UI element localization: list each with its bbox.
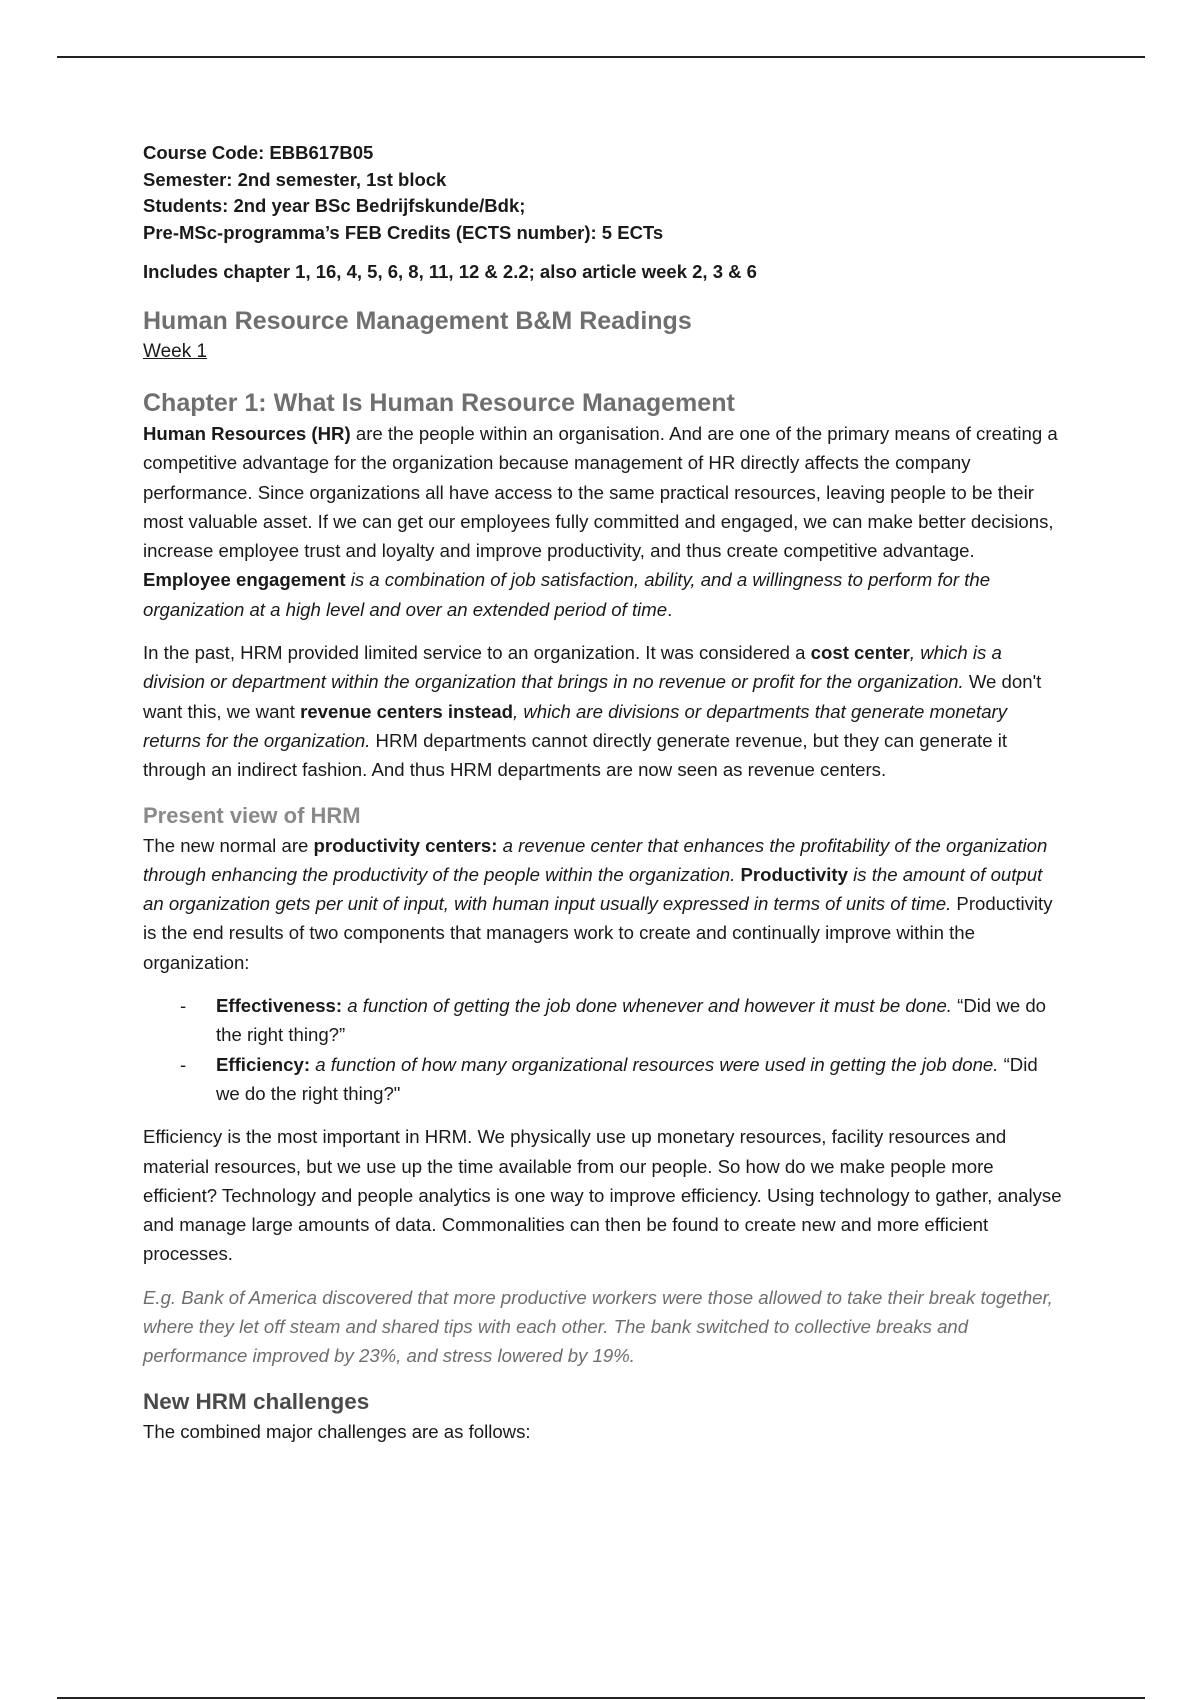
chapter-heading: Chapter 1: What Is Human Resource Management (143, 389, 735, 417)
paragraph-productivity (143, 831, 1063, 977)
term-efficiency: Efficiency: (216, 1053, 311, 1075)
text-span: “Did we do the right thing?” (216, 995, 1047, 1046)
list-item (143, 991, 1063, 1050)
text-span: . (667, 598, 673, 620)
term-employee-engagement: Employee engagement (143, 569, 346, 591)
course-meta (143, 140, 1063, 246)
paragraph-efficiency: Efficiency is the most important in HRM. We physically use up monetary resources, facility resources and material resources, but we use up the time available from our people. So how do we make people more efficient? Technology and people analytics is one way to improve efficiency. Using technology to gather, analyse and manage large amounts of data. Commonalities can then be found to create new and more efficient processes. (143, 1126, 1062, 1265)
list-item (143, 1050, 1063, 1109)
section-heading-present-view: Present view of HRM (143, 802, 361, 828)
paragraph-challenges-intro: The combined major challenges are as follows: (143, 1420, 531, 1442)
includes-line: Includes chapter 1, 16, 4, 5, 6, 8, 11, 12 & 2.2; also article week 2, 3 & 6 (143, 261, 757, 282)
header-rule (57, 56, 1145, 58)
definition-effectiveness: a function of getting the job done whenever and however it must be done. (342, 995, 952, 1017)
definition-efficiency: a function of how many organizational resources were used in getting the job done. (310, 1053, 999, 1075)
document-page (143, 140, 1063, 1446)
term-cost-center: cost center (810, 642, 910, 664)
bullet-list (143, 991, 1063, 1108)
text-span: HRM departments cannot directly generate revenue, but they can generate it through an indirect fashion. And thus HRM departments are now seen as revenue centers. (143, 729, 1008, 781)
term-hr: Human Resources (HR) (143, 423, 351, 444)
document-title: Human Resource Management B&M Readings (143, 307, 692, 335)
definition-employee-engagement: is a combination of job satisfaction, ability, and a willingness to perform for the organization at a high level and over an extended period of time (143, 569, 991, 620)
footer-rule (57, 1697, 1145, 1699)
text-span: Productivity is the end results of two components that managers work to create and continually improve within the organization: (143, 893, 1053, 973)
example-bank-of-america: E.g. Bank of America discovered that more productive workers were those allowed to take their break together, where they let off steam and shared tips with each other. The bank switched to collective breaks and performance improved by 23%, and stress lowered by 19%. (143, 1286, 1053, 1367)
term-effectiveness: Effectiveness: (216, 995, 343, 1017)
text-span: are the people within an organisation. And are one of the primary means of creating a competitive advantage for the organization because management of HR directly affects the company performance. Since organizations all have access to the same practical resources, leaving people to be their most valuable asset. If we can get our employees fully committed and engaged, we can make better decisions, increase employee trust and loyalty and improve productivity, and thus create competitive advantage. (143, 423, 1058, 562)
credits: Pre-MSc-programma’s FEB Credits (ECTS number): 5 ECTs (143, 221, 664, 243)
semester: Semester: 2nd semester, 1st block (143, 168, 447, 190)
term-revenue-centers: revenue centers instead (300, 700, 513, 722)
text-span: The new normal are (143, 834, 314, 856)
text-span: In the past, HRM provided limited service to an organization. It was considered a (143, 642, 811, 664)
week-label: Week 1 (143, 341, 208, 362)
definition-productivity-centers: a revenue center that enhances the profitability of the organization through enhancing the productivity of the people within the organization. (143, 834, 1048, 885)
term-productivity-centers: productivity centers: (313, 834, 498, 856)
paragraph-cost-revenue-centers (143, 638, 1063, 784)
paragraph-hr-definition (143, 419, 1063, 624)
students: Students: 2nd year BSc Bedrijfskunde/Bdk; (143, 195, 526, 216)
section-heading-challenges: New HRM challenges (143, 1388, 370, 1414)
text-span: We don't want this, we want (143, 671, 1042, 722)
definition-revenue-centers: , which are divisions or departments that generate monetary returns for the organization. (143, 700, 1008, 751)
text-span: “Did we do the right thing?" (216, 1053, 1038, 1104)
course-code: Course Code: EBB617B05 (143, 142, 374, 163)
dash-bullet: - (180, 995, 187, 1017)
definition-cost-center: , which is a division or department within the organization that brings in no revenue or profit for the organization. (143, 642, 1002, 693)
definition-productivity: is the amount of output an organization gets per unit of input, with human input usually expressed in terms of units of time. (143, 863, 1043, 915)
term-productivity: Productivity (740, 863, 848, 885)
dash-bullet: - (180, 1053, 187, 1075)
